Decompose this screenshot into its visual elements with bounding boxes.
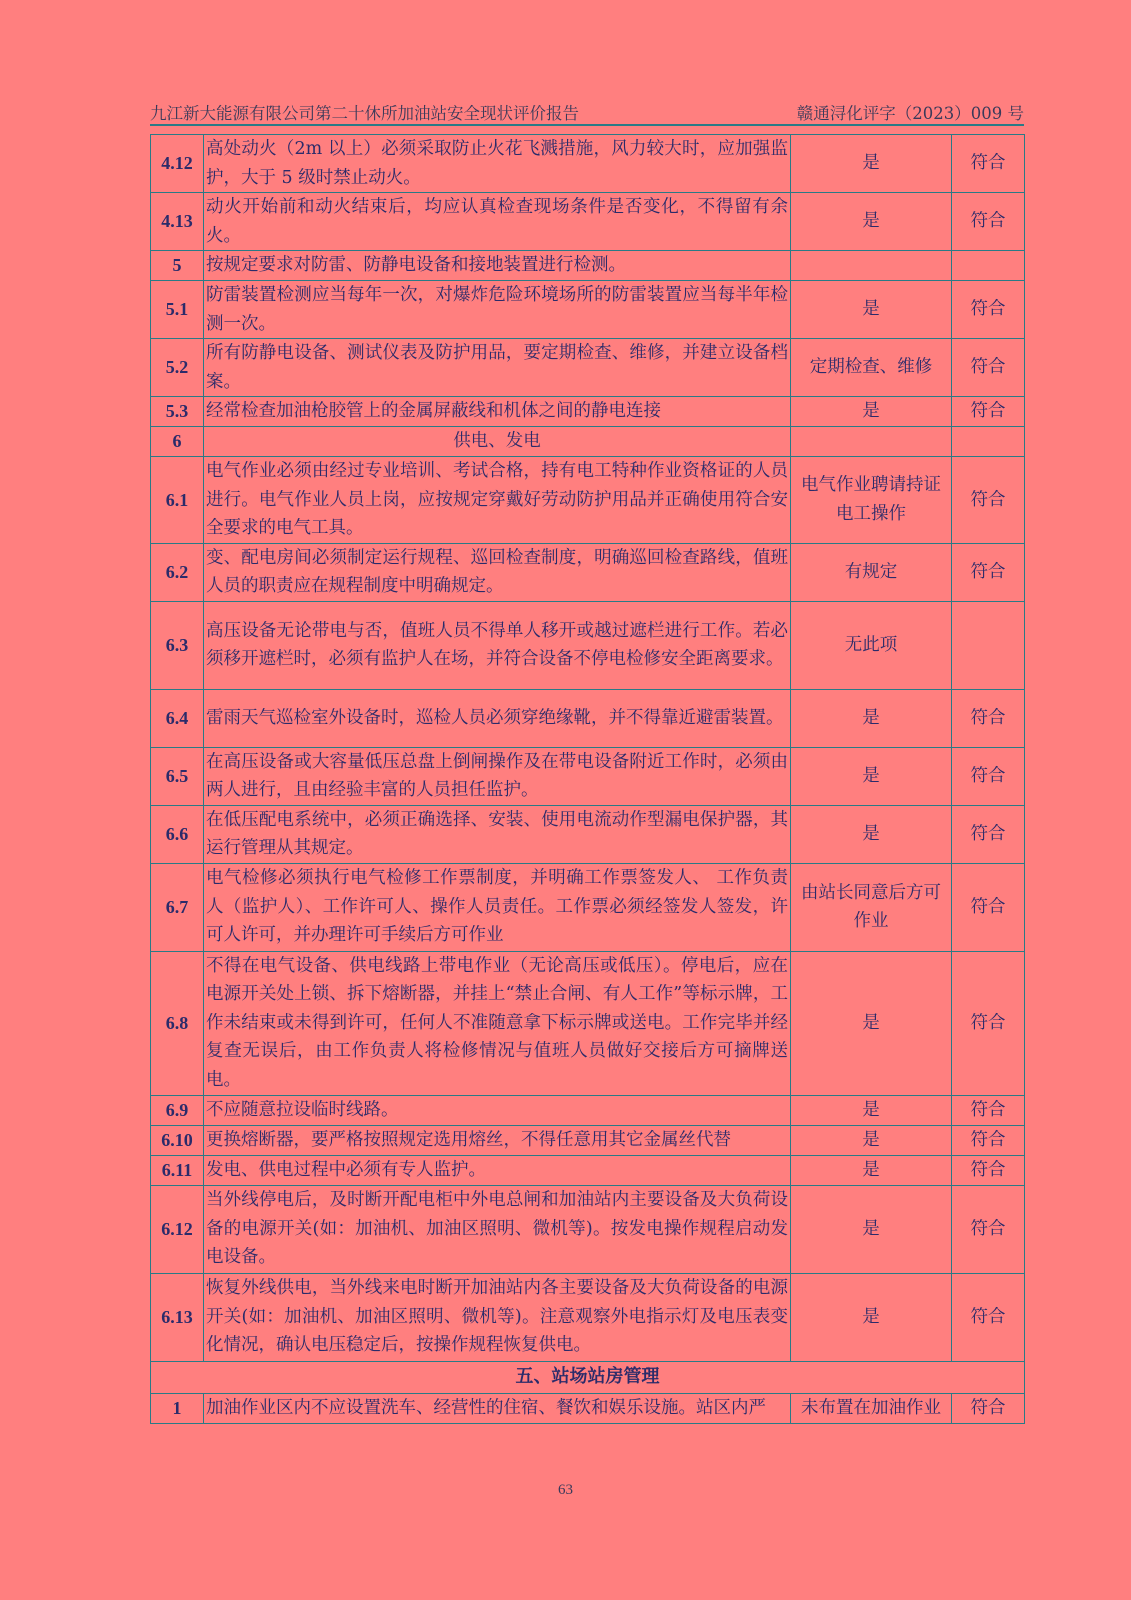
item-conclusion: 符合 (952, 339, 1025, 397)
item-result (791, 427, 952, 457)
table-row (151, 689, 1025, 747)
item-number: 6.3 (151, 601, 204, 689)
item-number: 6.8 (151, 951, 204, 1095)
table-row (151, 397, 1025, 427)
table-row (151, 951, 1025, 1095)
section-heading: 五、站场站房管理 (151, 1361, 1025, 1393)
item-result: 是 (791, 689, 952, 747)
table-row (151, 863, 1025, 951)
item-result: 未布置在加油作业 (791, 1393, 952, 1423)
item-number: 5.2 (151, 339, 204, 397)
table-row (151, 1155, 1025, 1185)
table-row (151, 601, 1025, 689)
item-condition: 当外线停电后，及时断开配电柜中外电总闸和加油站内主要设备及大负荷设备的电源开关(如：加油机、加油区照明、微机等)。按发电操作规程启动发电设备。 (204, 1185, 791, 1273)
item-condition: 供电、发电 (204, 427, 791, 457)
item-number: 5.1 (151, 281, 204, 339)
table-row (151, 457, 1025, 544)
item-number: 6.7 (151, 863, 204, 951)
item-conclusion: 符合 (952, 1185, 1025, 1273)
table-row (151, 1393, 1025, 1423)
item-number: 6.13 (151, 1273, 204, 1361)
item-condition: 不应随意拉设临时线路。 (204, 1095, 791, 1125)
item-conclusion: 符合 (952, 543, 1025, 601)
item-result: 无此项 (791, 601, 952, 689)
item-condition: 所有防静电设备、测试仪表及防护用品，要定期检查、维修，并建立设备档案。 (204, 339, 791, 397)
item-result: 是 (791, 1155, 952, 1185)
item-condition: 发电、供电过程中必须有专人监护。 (204, 1155, 791, 1185)
section-row (151, 1361, 1025, 1393)
table-row (151, 543, 1025, 601)
item-result: 电气作业聘请持证电工操作 (791, 457, 952, 544)
item-result: 是 (791, 1095, 952, 1125)
item-number: 6.12 (151, 1185, 204, 1273)
item-result (791, 251, 952, 281)
item-condition: 在高压设备或大容量低压总盘上倒闸操作及在带电设备附近工作时，必须由两人进行，且由经验丰富的人员担任监护。 (204, 747, 791, 805)
item-condition: 防雷装置检测应当每年一次，对爆炸危险环境场所的防雷装置应当每半年检测一次。 (204, 281, 791, 339)
item-number: 6 (151, 427, 204, 457)
item-condition: 雷雨天气巡检室外设备时，巡检人员必须穿绝缘靴，并不得靠近避雷装置。 (204, 689, 791, 747)
item-result: 是 (791, 747, 952, 805)
item-conclusion: 符合 (952, 397, 1025, 427)
item-conclusion: 符合 (952, 1393, 1025, 1423)
item-conclusion: 符合 (952, 457, 1025, 544)
item-conclusion: 符合 (952, 135, 1025, 193)
item-conclusion (952, 427, 1025, 457)
item-number: 6.6 (151, 805, 204, 863)
item-conclusion: 符合 (952, 747, 1025, 805)
item-number: 1 (151, 1393, 204, 1423)
item-condition: 高压设备无论带电与否，值班人员不得单人移开或越过遮栏进行工作。若必须移开遮栏时，必须有监护人在场，并符合设备不停电检修安全距离要求。 (204, 601, 791, 689)
table-row (151, 747, 1025, 805)
item-number: 6.5 (151, 747, 204, 805)
item-conclusion: 符合 (952, 1125, 1025, 1155)
item-condition: 动火开始前和动火结束后，均应认真检查现场条件是否变化，不得留有余火。 (204, 193, 791, 251)
item-conclusion: 符合 (952, 689, 1025, 747)
report-number: 赣通浔化评字（2023）009 号 (796, 104, 1024, 123)
item-number: 6.11 (151, 1155, 204, 1185)
item-result: 是 (791, 1185, 952, 1273)
item-condition: 更换熔断器，要严格按照规定选用熔丝，不得任意用其它金属丝代替 (204, 1125, 791, 1155)
item-result: 是 (791, 1125, 952, 1155)
item-condition: 变、配电房间必须制定运行规程、巡回检查制度，明确巡回检查路线，值班人员的职责应在规程制度中明确规定。 (204, 543, 791, 601)
item-condition: 高处动火（2m 以上）必须采取防止火花飞溅措施，风力较大时，应加强监护，大于 5 级时禁止动火。 (204, 135, 791, 193)
page-number: 63 (558, 1482, 573, 1498)
item-condition: 在低压配电系统中，必须正确选择、安装、使用电流动作型漏电保护器，其运行管理从其规定。 (204, 805, 791, 863)
inspection-table (150, 134, 1025, 1424)
table-row (151, 339, 1025, 397)
item-condition: 加油作业区内不应设置洗车、经营性的住宿、餐饮和娱乐设施。站区内严 (204, 1393, 791, 1423)
item-result: 有规定 (791, 543, 952, 601)
item-number: 4.12 (151, 135, 204, 193)
item-result: 是 (791, 281, 952, 339)
item-condition: 电气检修必须执行电气检修工作票制度，并明确工作票签发人、 工作负责人（监护人）、工作许可人、操作人员责任。工作票必须经签发人签发，许可人许可，并办理许可手续后方可作业 (204, 863, 791, 951)
item-number: 5 (151, 251, 204, 281)
table-row (151, 193, 1025, 251)
table-row (151, 1273, 1025, 1361)
item-condition: 经常检查加油枪胶管上的金属屏蔽线和机体之间的静电连接 (204, 397, 791, 427)
report-title: 九江新大能源有限公司第二十休所加油站安全现状评价报告 (150, 104, 579, 123)
item-number: 6.10 (151, 1125, 204, 1155)
item-number: 6.2 (151, 543, 204, 601)
item-result: 是 (791, 1273, 952, 1361)
item-condition: 按规定要求对防雷、防静电设备和接地装置进行检测。 (204, 251, 791, 281)
item-result: 是 (791, 397, 952, 427)
table-row (151, 135, 1025, 193)
item-number: 5.3 (151, 397, 204, 427)
item-conclusion: 符合 (952, 281, 1025, 339)
item-result: 由站长同意后方可作业 (791, 863, 952, 951)
item-result: 定期检查、维修 (791, 339, 952, 397)
item-number: 6.9 (151, 1095, 204, 1125)
item-conclusion (952, 601, 1025, 689)
item-conclusion (952, 251, 1025, 281)
item-conclusion: 符合 (952, 1155, 1025, 1185)
item-conclusion: 符合 (952, 951, 1025, 1095)
item-conclusion: 符合 (952, 1095, 1025, 1125)
header-rule (150, 124, 1024, 126)
item-condition: 不得在电气设备、供电线路上带电作业（无论高压或低压）。停电后，应在电源开关处上锁、拆下熔断器，并挂上“禁止合闸、有人工作”等标示牌，工作未结束或未得到许可，任何人不准随意拿下标示牌或送电。工作完毕并经复查无误后，由工作负责人将检修情况与值班人员做好交接后方可摘牌送电。 (204, 951, 791, 1095)
table-row (151, 281, 1025, 339)
table-row (151, 1185, 1025, 1273)
item-condition: 恢复外线供电，当外线来电时断开加油站内各主要设备及大负荷设备的电源开关(如：加油机、加油区照明、微机等)。注意观察外电指示灯及电压表变化情况，确认电压稳定后，按操作规程恢复供电。 (204, 1273, 791, 1361)
item-number: 6.1 (151, 457, 204, 544)
item-result: 是 (791, 805, 952, 863)
item-conclusion: 符合 (952, 863, 1025, 951)
item-number: 4.13 (151, 193, 204, 251)
item-conclusion: 符合 (952, 193, 1025, 251)
item-result: 是 (791, 135, 952, 193)
table-row (151, 1095, 1025, 1125)
item-number: 6.4 (151, 689, 204, 747)
table-row (151, 1125, 1025, 1155)
item-conclusion: 符合 (952, 805, 1025, 863)
item-result: 是 (791, 193, 952, 251)
item-conclusion: 符合 (952, 1273, 1025, 1361)
item-condition: 电气作业必须由经过专业培训、考试合格，持有电工特种作业资格证的人员进行。电气作业人员上岗，应按规定穿戴好劳动防护用品并正确使用符合安全要求的电气工具。 (204, 457, 791, 544)
table-row (151, 251, 1025, 281)
table-row (151, 427, 1025, 457)
item-result: 是 (791, 951, 952, 1095)
page-header (150, 100, 1024, 122)
table-row (151, 805, 1025, 863)
